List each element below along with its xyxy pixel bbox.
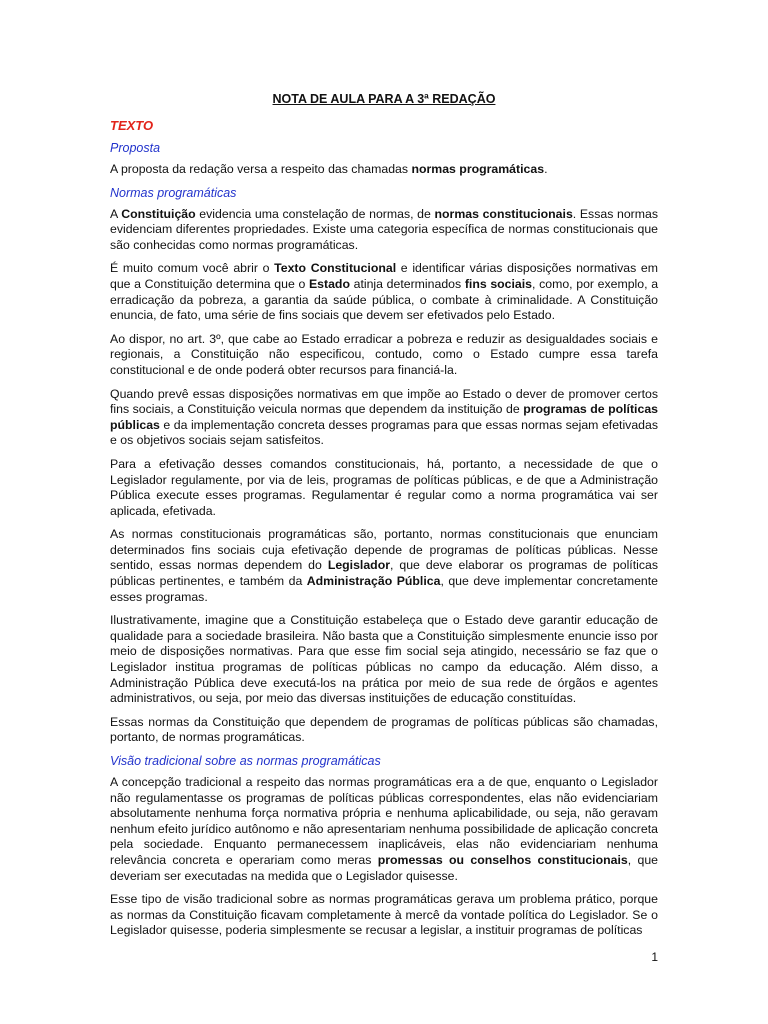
bold-term: Administração Pública (306, 574, 441, 589)
bold-term: normas programáticas (411, 162, 545, 176)
section-label: TEXTO (110, 118, 154, 133)
text-run: As normas constitucionais programáticas são, portanto, normas constitucionais que enunciam determinados fins sociais cuja efetivação depende de programas de políticas públicas. Nesse sentido, essas normas dependem do (110, 527, 658, 573)
body-paragraph (110, 775, 658, 884)
section-subheading: Normas programáticas (110, 185, 237, 200)
text-run: Ilustrativamente, imagine que a Constituição estabeleça que o Estado deve garantir educação de qualidade para a sociedade brasileira. Não basta que a Constituição simplesmente enuncie isso por meio de disposições normativas. Para que esse fim social seja atingido, necessário se faz que o Legislador institua programas de políticas públicas no campo da educação. Além disso, a Administração Pública deve executá-los na prática por meio de sua rede de órgãos e agentes administrativos, ou seja, por meio das diversas instituições de educação constituídas. (110, 613, 658, 706)
body-paragraph (110, 207, 658, 254)
bold-term: normas constitucionais (434, 206, 573, 221)
page-title: NOTA DE AULA PARA A 3ª REDAÇÃO (272, 92, 496, 106)
text-run: , que deve elaborar os programas de políticas públicas pertinentes, e também da (110, 558, 659, 589)
section-subheading: Visão tradicional sobre as normas programáticas (110, 754, 381, 768)
document-body (110, 141, 658, 939)
bold-term: Constituição (121, 206, 196, 221)
body-paragraph (110, 892, 658, 939)
text-run: Essas normas da Constituição que dependem de programas de políticas públicas são chamadas, portanto, de normas programáticas. (110, 714, 658, 745)
text-run: , que deveriam ser executadas na medida que o Legislador quisesse. (110, 852, 658, 883)
text-run: . Essas normas evidenciam diferentes propriedades. Existe uma categoria específica de normas constitucionais que são conhecidas como normas programáticas. (110, 206, 658, 252)
body-paragraph (110, 162, 658, 178)
section-subheading: Proposta (110, 141, 161, 155)
text-run: e da implementação concreta desses programas para que essas normas sejam efetivadas e os objetivos sociais sejam satisfeitos. (110, 417, 658, 448)
text-run: e identificar várias disposições normativas em que a Constituição determina que o (110, 261, 658, 291)
text-run: Ao dispor, no art. 3º, que cabe ao Estado erradicar a pobreza e reduzir as desigualdades sociais e regionais, a Constituição não especificou, contudo, como o Estado cumpre essa tarefa constitucional e de onde poderá obter recursos para financiá-la. (110, 331, 658, 377)
text-run: , que deve implementar concretamente esses programas. (110, 574, 658, 604)
text-run: atinja determinados (349, 276, 465, 291)
text-run: A concepção tradicional a respeito das normas programáticas era a de que, enquanto o Legislador não regulamentasse os programas de políticas públicas correspondentes, elas não evidenciariam absolutamente nenhuma força normativa própria e nenhuma aplicabilidade, ou seja, não geravam nenhum efeito jurídico autônomo e não apresentariam nenhuma possibilidade de aplicação concreta pela sociedade. Enquanto permanecessem inaplicáveis, elas não evidenciariam nenhuma relevância concreta e operariam como meras (110, 775, 658, 867)
text-run: A (110, 206, 122, 221)
text-run: A proposta da redação versa a respeito das chamadas (110, 162, 412, 176)
page-number: 1 (651, 950, 658, 964)
text-run: evidencia uma constelação de normas, de (195, 206, 435, 221)
text-run: Para a efetivação desses comandos constitucionais, há, portanto, a necessidade de que o Legislador regulamente, por via de leis, programas de políticas públicas, e de que a Administração Pública execute esses programas. Regulamentar é regular como a norma programática vai ser aplicada, efetivada. (110, 456, 658, 518)
bold-term: promessas ou conselhos constitucionais (377, 852, 628, 867)
text-run: , como, por exemplo, a erradicação da pobreza, a garantia da saúde pública, o combate à criminalidade. A Constituição enuncia, de fato, uma série de fins sociais que devem ser efetivados pelo Estado. (110, 276, 659, 323)
body-paragraph (110, 332, 658, 379)
text-run: É muito comum você abrir o (110, 261, 275, 276)
text-run: Esse tipo de visão tradicional sobre as normas programáticas gerava um problema prático, porque as normas da Constituição ficavam completamente à mercê da vontade política do Legislador. Se o Legislador quisesse, poderia simplesmente se recusar a legislar, a instituir programas de políticas (110, 892, 658, 938)
bold-term: Legislador (327, 558, 390, 573)
bold-term: fins sociais (464, 276, 533, 291)
body-paragraph (110, 715, 658, 746)
bold-term: Estado (308, 276, 350, 291)
body-paragraph (110, 527, 658, 605)
body-paragraph (110, 261, 658, 323)
text-run: . (544, 162, 548, 176)
body-paragraph (110, 387, 658, 449)
body-paragraph (110, 613, 658, 707)
body-paragraph (110, 457, 658, 519)
bold-term: programas de políticas públicas (110, 402, 658, 432)
text-run: Quando prevê essas disposições normativas em que impõe ao Estado o dever de promover certos fins sociais, a Constituição veicula normas que dependem da instituição de (110, 386, 658, 417)
bold-term: Texto Constitucional (274, 261, 397, 276)
